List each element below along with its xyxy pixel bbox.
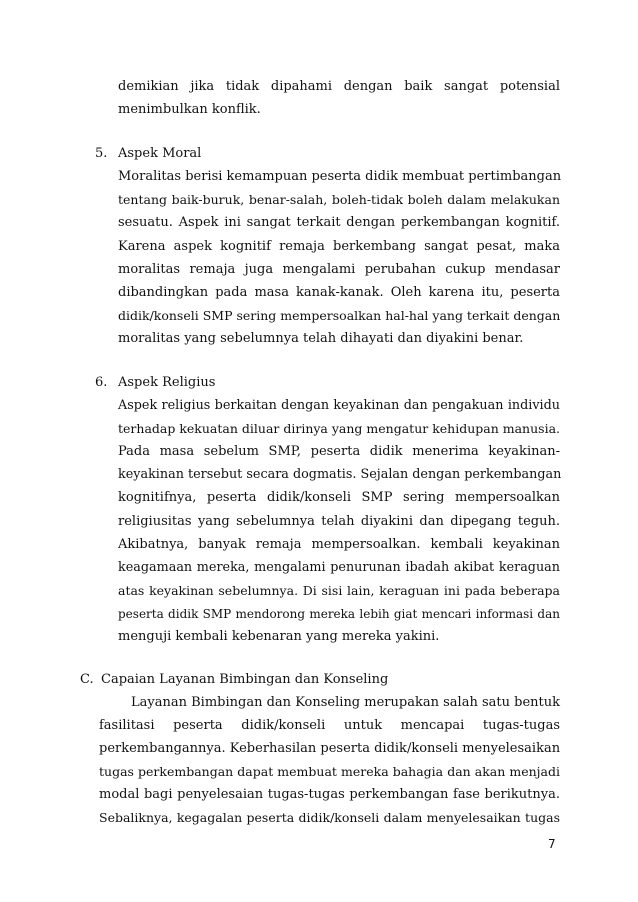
section-6-line-8: keagamaan mereka, mengalami penurunan ibadah akibat keraguan — [118, 560, 560, 575]
section-c-line-6: Sebaliknya, kegagalan peserta didik/konseli dalam menyelesaikan tugas — [99, 810, 560, 825]
section-5-line-2: tentang baik-buruk, benar-salah, boleh-tidak boleh dalam melakukan — [118, 192, 560, 207]
section-6-line-3: Pada masa sebelum SMP, peserta didik menerima keyakinan- — [118, 444, 560, 459]
section-6-line-5: kognitifnya, peserta didik/konseli SMP sering mempersoalkan — [118, 490, 560, 505]
section-6-line-1: Aspek religius berkaitan dengan keyakinan dan pengakuan individu — [118, 398, 560, 413]
section-6-line-9: atas keyakinan sebelumnya. Di sisi lain, keraguan ini pada beberapa — [118, 583, 560, 598]
section-c-title: Capaian Layanan Bimbingan dan Konseling — [101, 672, 389, 687]
section-c-line-1: Layanan Bimbingan dan Konseling merupakan salah satu bentuk — [131, 695, 560, 710]
section-6-line-4: keyakinan tersebut secara dogmatis. Sejalan dengan perkembangan — [118, 467, 562, 482]
intro-line-1: demikian jika tidak dipahami dengan baik sangat potensial — [118, 79, 560, 94]
section-5-line-6: dibandingkan pada masa kanak-kanak. Oleh karena itu, peserta — [118, 285, 560, 300]
section-c-letter: C. — [80, 672, 94, 687]
section-6-line-10: peserta didik SMP mendorong mereka lebih giat mencari informasi dan — [118, 607, 560, 621]
section-6-line-11: menguji kembali kebenaran yang mereka yakini. — [118, 629, 440, 644]
section-5-line-5: moralitas remaja juga mengalami perubahan cukup mendasar — [118, 262, 560, 277]
section-6-line-7: Akibatnya, banyak remaja mempersoalkan. kembali keyakinan — [118, 537, 560, 552]
section-5-title: Aspek Moral — [118, 146, 202, 161]
section-c-line-3: perkembangannya. Keberhasilan peserta didik/konseli menyelesaikan — [99, 741, 561, 756]
section-c-line-2: fasilitasi peserta didik/konseli untuk mencapai tugas-tugas — [99, 718, 560, 733]
section-6-line-6: religiusitas yang sebelumnya telah diyakini dan dipegang teguh. — [118, 514, 560, 529]
section-5-line-4: Karena aspek kognitif remaja berkembang sangat pesat, maka — [118, 239, 560, 254]
intro-line-2: menimbulkan konflik. — [118, 102, 261, 117]
section-6-number: 6. — [95, 375, 108, 390]
section-5-line-1: Moralitas berisi kemampuan peserta didik membuat pertimbangan — [118, 169, 562, 184]
section-c-line-5: modal bagi penyelesaian tugas-tugas perkembangan fase berikutnya. — [99, 787, 560, 802]
section-5-line-8: moralitas yang sebelumnya telah dihayati dan diyakini benar. — [118, 331, 524, 346]
section-6-title: Aspek Religius — [118, 375, 216, 390]
section-5-line-7: didik/konseli SMP sering mempersoalkan hal-hal yang terkait dengan — [118, 308, 561, 323]
section-5-number: 5. — [95, 146, 108, 161]
section-5-line-3: sesuatu. Aspek ini sangat terkait dengan perkembangan kognitif. — [118, 215, 560, 230]
page-number: 7 — [548, 837, 556, 851]
section-6-line-2: terhadap kekuatan diluar dirinya yang mengatur kehidupan manusia. — [118, 421, 560, 436]
section-c-line-4: tugas perkembangan dapat membuat mereka bahagia dan akan menjadi — [99, 764, 560, 779]
